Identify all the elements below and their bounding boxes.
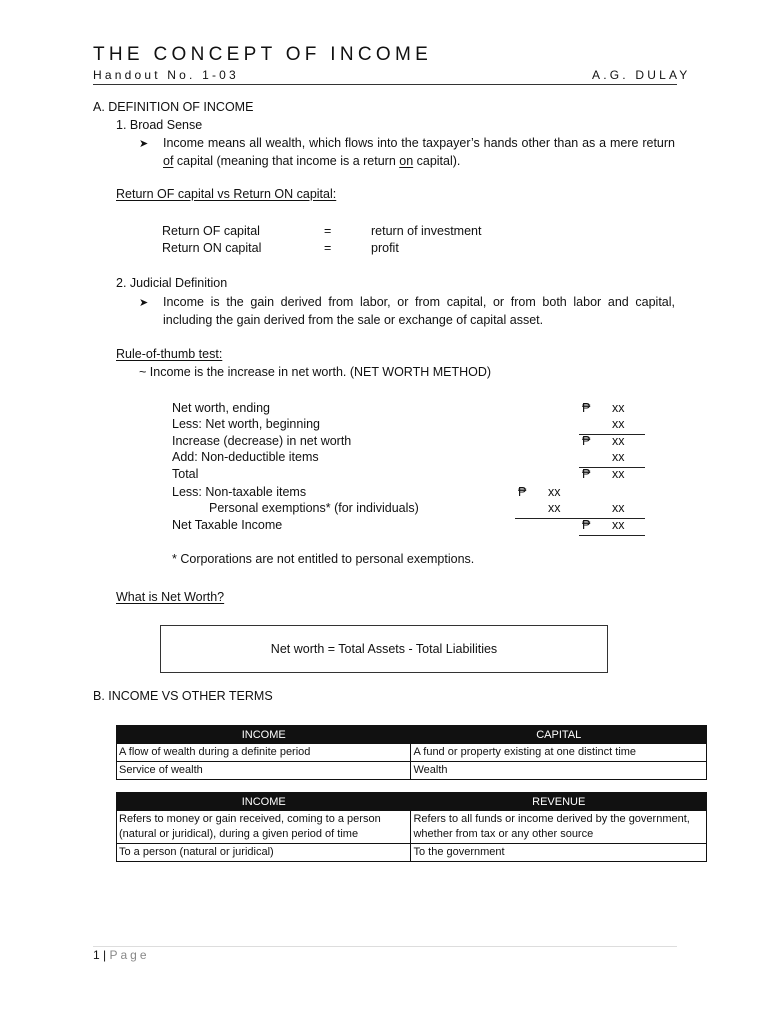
comp-label: Increase (decrease) in net worth [172, 434, 352, 448]
table-header-row [117, 793, 707, 811]
amount-value: xx [612, 434, 625, 448]
section-b-heading: B. INCOME VS OTHER TERMS [93, 689, 273, 703]
income-vs-capital-table [116, 725, 707, 780]
table-row [117, 744, 707, 762]
return-comparison-heading: Return OF capital vs Return ON capital: [116, 187, 337, 201]
return-of-meaning: return of investment [371, 224, 482, 238]
comp-label: Net Taxable Income [172, 518, 283, 532]
arrowhead-bullet-icon: ➤ [139, 297, 149, 309]
net-worth-formula: Net worth = Total Assets - Total Liabilities [270, 642, 498, 656]
column-header: INCOME [117, 793, 411, 811]
return-on-term: Return ON capital [162, 241, 262, 255]
table-row [117, 844, 707, 862]
amount-value: xx [612, 401, 625, 415]
comp-label: Less: Non-taxable items [172, 485, 307, 499]
subtotal-rule [515, 518, 581, 519]
page-footer [93, 948, 150, 962]
arrowhead-bullet-icon: ➤ [139, 138, 149, 150]
peso-sign: ₱ [582, 434, 591, 448]
page-number: 1 [93, 948, 100, 962]
net-worth-heading: What is Net Worth? [116, 590, 225, 604]
footer-rule [93, 946, 677, 947]
table-cell: To a person (natural or juridical) [117, 844, 411, 862]
amount-value: xx [612, 518, 625, 532]
table-header-row [117, 726, 707, 744]
amount-value: xx [612, 417, 625, 431]
peso-sign: ₱ [518, 485, 527, 499]
table-row [117, 762, 707, 780]
section-a-heading: A. DEFINITION OF INCOME [93, 100, 254, 114]
table-cell: Wealth [411, 762, 707, 780]
page-label: Page [109, 948, 150, 962]
table-cell: Service of wealth [117, 762, 411, 780]
comp-label: Less: Net worth, beginning [172, 417, 321, 431]
total-rule [579, 535, 645, 536]
table-cell: Refers to money or gain received, coming to a person (natural or juridical), during a given period of time [117, 811, 411, 844]
peso-sign: ₱ [582, 467, 591, 481]
amount-value: xx [548, 501, 561, 515]
table-cell: To the government [411, 844, 707, 862]
rule-of-thumb-text: ~ Income is the increase in net worth. (NET WORTH METHOD) [139, 365, 492, 379]
income-vs-revenue-table [116, 792, 707, 862]
column-header: REVENUE [411, 793, 707, 811]
corporation-footnote: * Corporations are not entitled to personal exemptions. [172, 552, 475, 566]
table-cell: Refers to all funds or income derived by the government, whether from tax or any other source [411, 811, 707, 844]
item-judicial-definition: 2. Judicial Definition [116, 276, 228, 290]
comp-label: Personal exemptions* (for individuals) [209, 501, 419, 515]
comp-label: Add: Non-deductible items [172, 450, 319, 464]
judicial-definition-text: Income is the gain derived from labor, or from capital, or from both labor and capital, including the gain derived from the sale or exchange of capital asset. [163, 295, 675, 327]
table-cell: A fund or property existing at one distinct time [411, 744, 707, 762]
return-of-term: Return OF capital [162, 224, 260, 238]
amount-value: xx [612, 450, 625, 464]
amount-value: xx [548, 485, 561, 499]
footer-separator: | [103, 948, 107, 962]
table-row [117, 811, 707, 844]
broad-sense-definition: Income means all wealth, which flows into the taxpayer’s hands other than as a mere return of capital (meaning that income is a return on capital). [163, 136, 675, 168]
comp-label: Net worth, ending [172, 401, 270, 415]
peso-sign: ₱ [582, 401, 591, 415]
document-title: THE CONCEPT OF INCOME [93, 44, 433, 65]
author-name: A.G. DULAY [592, 68, 691, 82]
rule-of-thumb-heading: Rule-of-thumb test: [116, 347, 223, 361]
return-on-equals: = [324, 241, 332, 255]
item-broad-sense: 1. Broad Sense [116, 118, 203, 132]
handout-number: Handout No. 1-03 [93, 68, 239, 82]
amount-value: xx [612, 501, 625, 515]
table-cell: A flow of wealth during a definite period [117, 744, 411, 762]
header-rule [93, 84, 677, 85]
column-header: CAPITAL [411, 726, 707, 744]
return-of-equals: = [324, 224, 332, 238]
return-on-meaning: profit [371, 241, 399, 255]
peso-sign: ₱ [582, 518, 591, 532]
comp-label: Total [172, 467, 199, 481]
net-worth-formula-box [160, 625, 608, 673]
amount-value: xx [612, 467, 625, 481]
column-header: INCOME [117, 726, 411, 744]
